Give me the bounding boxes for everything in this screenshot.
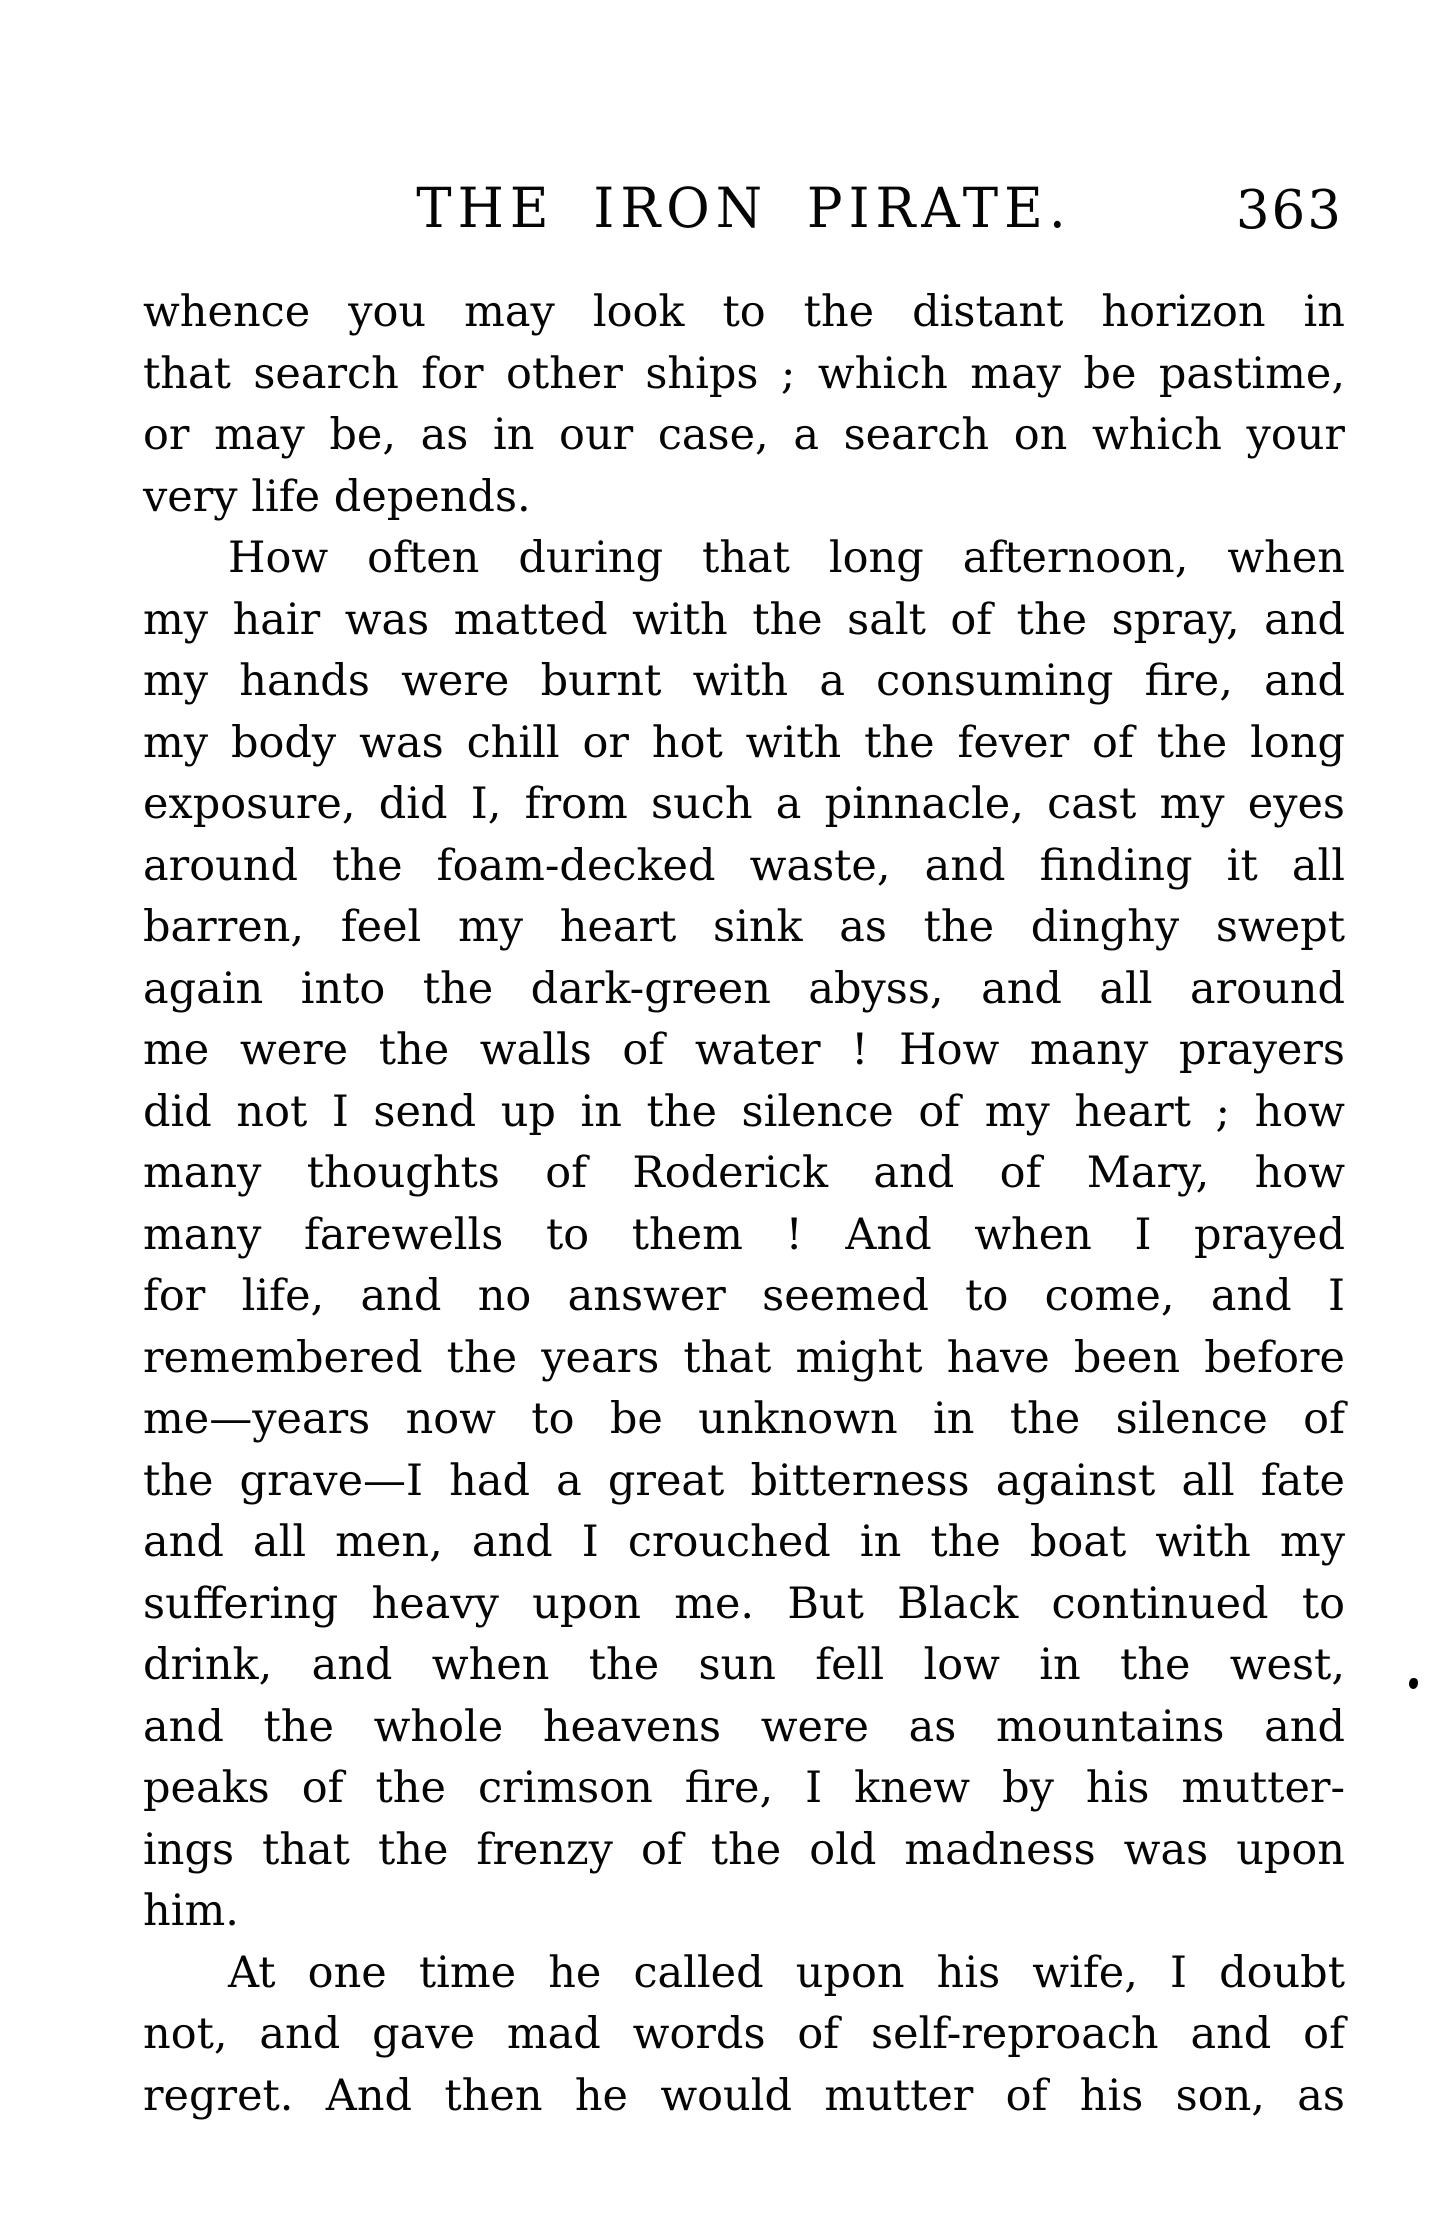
text-line: many farewells to them ! And when I prayed (143, 1209, 1345, 1260)
text-line: whence you may look to the distant horizon in (143, 287, 1345, 337)
text-line: many thoughts of Roderick and of Mary, how (143, 1148, 1345, 1198)
text-line: my hands were burnt with a consuming fire, and (143, 656, 1345, 706)
text-line: exposure, did I, from such a pinnacle, cast my eyes (143, 779, 1345, 829)
text-line: and all men, and I crouched in the boat with my (143, 1517, 1345, 1567)
text-line: or may be, as in our case, a search on which your (143, 410, 1345, 460)
page-number: 363 (1235, 180, 1343, 241)
text-line: peaks of the crimson fire, I knew by his mutter- (143, 1763, 1345, 1813)
text-line: for life, and no answer seemed to come, and I (143, 1271, 1345, 1321)
text-line: my body was chill or hot with the fever of the long (143, 717, 1345, 768)
ink-speck (1409, 1678, 1418, 1689)
text-line: that search for other ships ; which may be pastime, (143, 348, 1345, 399)
text-line: and the whole heavens were as mountains and (143, 1701, 1345, 1752)
page-body-text (143, 282, 1345, 2127)
text-line: the grave—I had a great bitterness against all fate (143, 1455, 1345, 1506)
running-head (143, 178, 1345, 248)
text-line: How often during that long afternoon, when (228, 533, 1345, 583)
text-line: At one time he called upon his wife, I doubt (228, 1947, 1345, 1998)
text-line: ings that the frenzy of the old madness was upon (143, 1824, 1345, 1875)
text-line: very life depends. (143, 471, 531, 522)
text-line: my hair was matted with the salt of the spray, and (143, 594, 1345, 645)
text-line: around the foam-decked waste, and finding it all (143, 840, 1345, 891)
text-line: again into the dark-green abyss, and all around (143, 963, 1345, 1014)
text-line: not, and gave mad words of self-reproach and of (143, 2009, 1345, 2059)
text-line: him. (143, 1886, 239, 1936)
text-line: me—years now to be unknown in the silence of (143, 1394, 1345, 1444)
text-line: drink, and when the sun fell low in the west, (143, 1640, 1345, 1690)
text-line: remembered the years that might have been before (143, 1332, 1345, 1383)
text-line: barren, feel my heart sink as the dinghy swept (143, 902, 1345, 952)
text-line: did not I send up in the silence of my heart ; how (143, 1086, 1345, 1137)
text-line: regret. And then he would mutter of his son, as (143, 2070, 1345, 2121)
text-line: me were the walls of water ! How many prayers (143, 1025, 1345, 1075)
page-header-title: THE IRON PIRATE. (416, 176, 1072, 241)
text-line: suffering heavy upon me. But Black continued to (143, 1578, 1345, 1629)
